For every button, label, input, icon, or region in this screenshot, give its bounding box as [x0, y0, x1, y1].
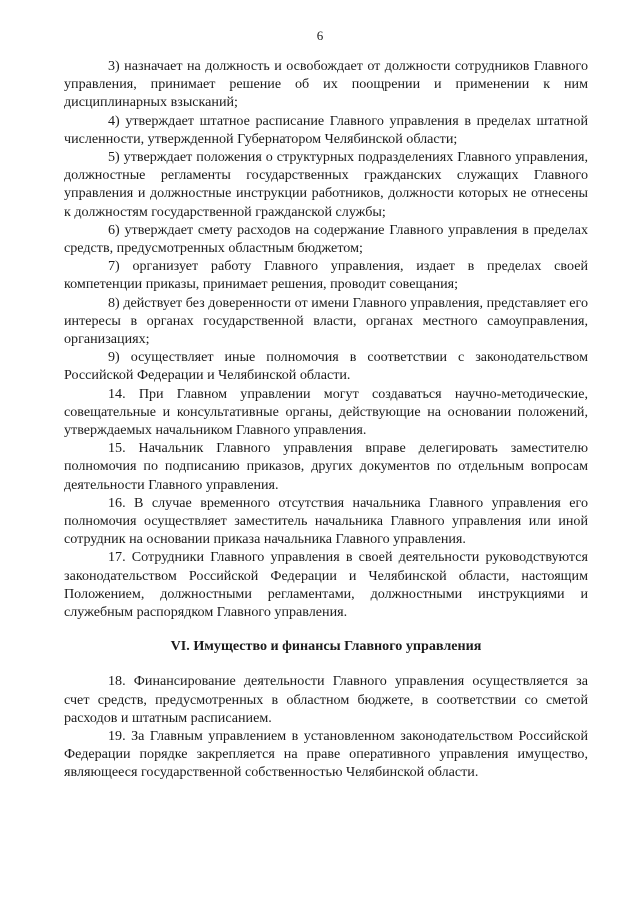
- paragraph-item-8: 8) действует без доверенности от имени Главного управления, представляет его интересы в органах государственной власти, органах местного самоуправления, организациях;: [64, 294, 588, 348]
- paragraph-item-4: 4) утверждает штатное расписание Главного управления в пределах штатной численности, утвержденной Губернатором Челябинской области;: [64, 112, 588, 147]
- paragraph-clause-19: 19. За Главным управлением в установленном законодательством Российской Федерации порядке закрепляется на праве оперативного управления имущество, являющееся государственной собственностью Челябинской области.: [64, 727, 588, 781]
- paragraph-item-9: 9) осуществляет иные полномочия в соответствии с законодательством Российской Федерации и Челябинской области.: [64, 349, 588, 384]
- section-heading: VI. Имущество и финансы Главного управления: [170, 638, 482, 655]
- document-body: [64, 57, 588, 782]
- paragraph-clause-15: 15. Начальник Главного управления вправе делегировать заместителю полномочия по подписанию приказов, других документов по отдельным вопросам деятельности Главного управления.: [64, 440, 588, 493]
- paragraph-clause-16: 16. В случае временного отсутствия начальника Главного управления его полномочия осуществляет заместитель начальника Главного управления или иной сотрудник на основании приказа начальника Главного управления.: [64, 494, 588, 548]
- paragraph-item-6: 6) утверждает смету расходов на содержание Главного управления в пределах средств, предусмотренных областным бюджетом;: [64, 221, 588, 257]
- paragraph-item-3: 3) назначает на должность и освобождает от должности сотрудников Главного управления, принимает решение об их поощрении и применении к ним дисциплинарных взысканий;: [64, 58, 588, 111]
- paragraph-item-7: 7) организует работу Главного управления, издает в пределах своей компетенции приказы, принимает решения, проводит совещания;: [64, 258, 588, 293]
- page-number: 6: [316, 28, 324, 43]
- paragraph-item-5: 5) утверждает положения о структурных подразделениях Главного управления, должностные регламенты государственных гражданских служащих Главного управления и должностные инструкции работников, должности которых не отнесены к должностям государственной гражданской службы;: [64, 149, 588, 220]
- paragraph-clause-18: 18. Финансирование деятельности Главного управления осуществляется за счет средств, предусмотренных в областном бюджете, в соответствии со сметой расходов и штатным расписанием.: [64, 673, 588, 726]
- paragraph-clause-14: 14. При Главном управлении могут создаваться научно-методические, совещательные и консультативные органы, действующие на основании положений, утверждаемых начальником Главного управления.: [64, 385, 588, 439]
- paragraph-clause-17: 17. Сотрудники Главного управления в своей деятельности руководствуются законодательством Российской Федерации и Челябинской области, настоящим Положением, должностными регламентами, должностными инструкциями и служебным распорядком Главного управления.: [64, 549, 588, 621]
